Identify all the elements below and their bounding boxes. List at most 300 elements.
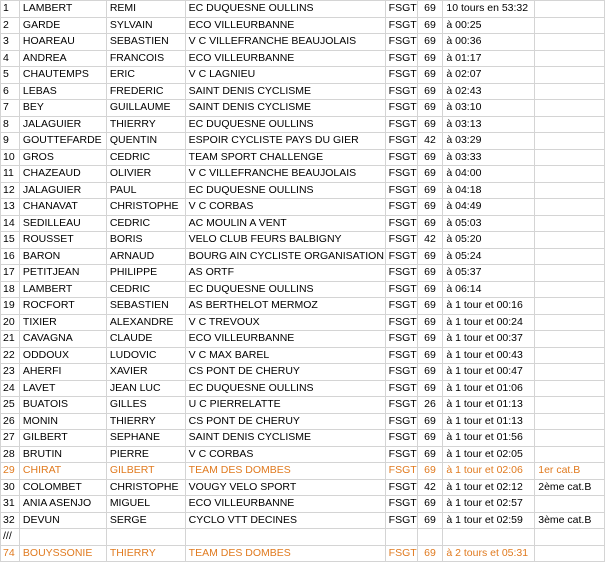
last-name-cell[interactable]: PETITJEAN (19, 265, 106, 282)
last-name-cell[interactable]: ODDOUX (19, 347, 106, 364)
club-cell[interactable]: EC DUQUESNE OULLINS (185, 182, 385, 199)
club-cell[interactable]: AS ORTF (185, 265, 385, 282)
category-note-cell[interactable] (535, 496, 605, 513)
department-cell[interactable]: 69 (417, 67, 443, 84)
first-name-cell[interactable]: GILLES (106, 397, 185, 414)
federation-cell[interactable]: FSGT (385, 248, 417, 265)
federation-cell[interactable]: FSGT (385, 331, 417, 348)
rank-cell[interactable]: /// (1, 529, 20, 546)
table-row (1, 133, 605, 150)
department-cell[interactable]: 69 (417, 364, 443, 381)
club-cell[interactable]: ECO VILLEURBANNE (185, 331, 385, 348)
federation-cell[interactable]: FSGT (385, 17, 417, 34)
table-row (1, 430, 605, 447)
rank-cell[interactable]: 18 (1, 281, 20, 298)
category-note-cell[interactable] (535, 347, 605, 364)
first-name-cell[interactable]: JEAN LUC (106, 380, 185, 397)
table-row (1, 182, 605, 199)
first-name-cell[interactable]: MIGUEL (106, 496, 185, 513)
gap-cell[interactable]: à 05:03 (443, 215, 535, 232)
gap-cell[interactable]: à 06:14 (443, 281, 535, 298)
first-name-cell[interactable]: REMI (106, 1, 185, 18)
table-row (1, 331, 605, 348)
rank-cell[interactable]: 2 (1, 17, 20, 34)
first-name-cell[interactable]: GILBERT (106, 463, 185, 480)
club-cell[interactable]: SAINT DENIS CYCLISME (185, 100, 385, 117)
department-cell[interactable]: 69 (417, 413, 443, 430)
gap-cell[interactable]: à 00:25 (443, 17, 535, 34)
last-name-cell[interactable]: ROCFORT (19, 298, 106, 315)
federation-cell[interactable]: FSGT (385, 149, 417, 166)
club-cell[interactable]: AS BERTHELOT MERMOZ (185, 298, 385, 315)
department-cell[interactable]: 69 (417, 199, 443, 216)
club-cell[interactable]: SAINT DENIS CYCLISME (185, 83, 385, 100)
first-name-cell[interactable]: CHRISTOPHE (106, 199, 185, 216)
last-name-cell[interactable]: CHANAVAT (19, 199, 106, 216)
last-name-cell[interactable]: BUATOIS (19, 397, 106, 414)
category-note-cell[interactable] (535, 1, 605, 18)
category-note-cell[interactable] (535, 182, 605, 199)
club-cell[interactable] (185, 529, 385, 546)
table-row (1, 17, 605, 34)
category-note-cell[interactable] (535, 100, 605, 117)
rank-cell[interactable]: 7 (1, 100, 20, 117)
category-note-cell[interactable]: 2ème cat.B (535, 479, 605, 496)
rank-cell[interactable]: 24 (1, 380, 20, 397)
last-name-cell[interactable]: LAVET (19, 380, 106, 397)
first-name-cell[interactable] (106, 529, 185, 546)
last-name-cell[interactable]: LEBAS (19, 83, 106, 100)
table-row (1, 1, 605, 18)
club-cell[interactable]: ECO VILLEURBANNE (185, 496, 385, 513)
first-name-cell[interactable]: ALEXANDRE (106, 314, 185, 331)
category-note-cell[interactable] (535, 331, 605, 348)
department-cell[interactable]: 69 (417, 166, 443, 183)
federation-cell[interactable]: FSGT (385, 298, 417, 315)
table-row (1, 199, 605, 216)
federation-cell[interactable]: FSGT (385, 347, 417, 364)
rank-cell[interactable]: 20 (1, 314, 20, 331)
table-row (1, 397, 605, 414)
gap-cell[interactable]: à 1 tour et 00:24 (443, 314, 535, 331)
gap-cell[interactable]: à 1 tour et 00:47 (443, 364, 535, 381)
last-name-cell[interactable]: BOUYSSONIE (19, 545, 106, 562)
department-cell[interactable]: 69 (417, 430, 443, 447)
category-note-cell[interactable] (535, 133, 605, 150)
table-row (1, 34, 605, 51)
department-cell[interactable]: 69 (417, 50, 443, 67)
federation-cell[interactable]: FSGT (385, 380, 417, 397)
category-note-cell[interactable] (535, 446, 605, 463)
last-name-cell[interactable]: JALAGUIER (19, 182, 106, 199)
category-note-cell[interactable] (535, 17, 605, 34)
first-name-cell[interactable]: PHILIPPE (106, 265, 185, 282)
first-name-cell[interactable]: SEBASTIEN (106, 34, 185, 51)
rank-cell[interactable]: 28 (1, 446, 20, 463)
club-cell[interactable]: EC DUQUESNE OULLINS (185, 380, 385, 397)
table-row (1, 380, 605, 397)
category-note-cell[interactable] (535, 364, 605, 381)
department-cell[interactable]: 69 (417, 496, 443, 513)
rank-cell[interactable]: 21 (1, 331, 20, 348)
rank-cell[interactable]: 27 (1, 430, 20, 447)
gap-cell[interactable] (443, 529, 535, 546)
club-cell[interactable]: U C PIERRELATTE (185, 397, 385, 414)
last-name-cell[interactable]: LAMBERT (19, 1, 106, 18)
last-name-cell[interactable]: TIXIER (19, 314, 106, 331)
rank-cell[interactable]: 74 (1, 545, 20, 562)
first-name-cell[interactable]: PIERRE (106, 446, 185, 463)
first-name-cell[interactable]: BORIS (106, 232, 185, 249)
federation-cell[interactable]: FSGT (385, 100, 417, 117)
gap-cell[interactable]: à 1 tour et 02:12 (443, 479, 535, 496)
first-name-cell[interactable]: LUDOVIC (106, 347, 185, 364)
first-name-cell[interactable]: OLIVIER (106, 166, 185, 183)
rank-cell[interactable]: 26 (1, 413, 20, 430)
rank-cell[interactable]: 10 (1, 149, 20, 166)
category-note-cell[interactable]: 3ème cat.B (535, 512, 605, 529)
club-cell[interactable]: TEAM DES DOMBES (185, 463, 385, 480)
department-cell[interactable]: 69 (417, 446, 443, 463)
category-note-cell[interactable] (535, 248, 605, 265)
department-cell[interactable]: 69 (417, 17, 443, 34)
club-cell[interactable]: EC DUQUESNE OULLINS (185, 1, 385, 18)
gap-cell[interactable]: à 1 tour et 00:37 (443, 331, 535, 348)
federation-cell[interactable]: FSGT (385, 512, 417, 529)
gap-cell[interactable]: à 01:17 (443, 50, 535, 67)
last-name-cell[interactable]: COLOMBET (19, 479, 106, 496)
department-cell[interactable]: 69 (417, 248, 443, 265)
department-cell[interactable]: 69 (417, 314, 443, 331)
gap-cell[interactable]: à 1 tour et 01:56 (443, 430, 535, 447)
club-cell[interactable]: CS PONT DE CHERUY (185, 413, 385, 430)
first-name-cell[interactable]: SERGE (106, 512, 185, 529)
gap-cell[interactable]: à 04:18 (443, 182, 535, 199)
category-note-cell[interactable] (535, 34, 605, 51)
gap-cell[interactable]: à 1 tour et 02:06 (443, 463, 535, 480)
first-name-cell[interactable]: CEDRIC (106, 281, 185, 298)
gap-cell[interactable]: à 02:07 (443, 67, 535, 84)
first-name-cell[interactable]: PAUL (106, 182, 185, 199)
rank-cell[interactable]: 6 (1, 83, 20, 100)
category-note-cell[interactable] (535, 397, 605, 414)
department-cell[interactable]: 69 (417, 281, 443, 298)
table-row (1, 100, 605, 117)
department-cell[interactable]: 69 (417, 298, 443, 315)
category-note-cell[interactable] (535, 281, 605, 298)
department-cell[interactable]: 69 (417, 34, 443, 51)
rank-cell[interactable]: 4 (1, 50, 20, 67)
club-cell[interactable]: ESPOIR CYCLISTE PAYS DU GIER (185, 133, 385, 150)
gap-cell[interactable]: à 1 tour et 01:13 (443, 413, 535, 430)
category-note-cell[interactable] (535, 298, 605, 315)
gap-cell[interactable]: à 1 tour et 01:13 (443, 397, 535, 414)
first-name-cell[interactable]: QUENTIN (106, 133, 185, 150)
table-row (1, 248, 605, 265)
rank-cell[interactable]: 5 (1, 67, 20, 84)
department-cell[interactable]: 69 (417, 215, 443, 232)
first-name-cell[interactable]: SEBASTIEN (106, 298, 185, 315)
category-note-cell[interactable] (535, 67, 605, 84)
club-cell[interactable]: ECO VILLEURBANNE (185, 50, 385, 67)
category-note-cell[interactable] (535, 215, 605, 232)
federation-cell[interactable]: FSGT (385, 199, 417, 216)
department-cell[interactable] (417, 529, 443, 546)
table-row (1, 314, 605, 331)
category-note-cell[interactable] (535, 116, 605, 133)
table-row (1, 463, 605, 480)
federation-cell[interactable]: FSGT (385, 182, 417, 199)
department-cell[interactable]: 69 (417, 100, 443, 117)
federation-cell[interactable]: FSGT (385, 545, 417, 562)
rank-cell[interactable]: 1 (1, 1, 20, 18)
rank-cell[interactable]: 29 (1, 463, 20, 480)
last-name-cell[interactable]: BRUTIN (19, 446, 106, 463)
table-row (1, 413, 605, 430)
last-name-cell[interactable]: SEDILLEAU (19, 215, 106, 232)
club-cell[interactable]: CYCLO VTT DECINES (185, 512, 385, 529)
last-name-cell[interactable]: JALAGUIER (19, 116, 106, 133)
club-cell[interactable]: V C MAX BAREL (185, 347, 385, 364)
last-name-cell[interactable]: BEY (19, 100, 106, 117)
rank-cell[interactable]: 16 (1, 248, 20, 265)
federation-cell[interactable]: FSGT (385, 166, 417, 183)
federation-cell[interactable]: FSGT (385, 364, 417, 381)
rank-cell[interactable]: 30 (1, 479, 20, 496)
gap-cell[interactable]: à 03:13 (443, 116, 535, 133)
department-cell[interactable]: 42 (417, 232, 443, 249)
rank-cell[interactable]: 11 (1, 166, 20, 183)
club-cell[interactable]: V C CORBAS (185, 446, 385, 463)
federation-cell[interactable]: FSGT (385, 133, 417, 150)
gap-cell[interactable]: à 1 tour et 02:57 (443, 496, 535, 513)
club-cell[interactable]: BOURG AIN CYCLISTE ORGANISATION (185, 248, 385, 265)
gap-cell[interactable]: à 02:43 (443, 83, 535, 100)
federation-cell[interactable]: FSGT (385, 463, 417, 480)
rank-cell[interactable]: 22 (1, 347, 20, 364)
department-cell[interactable]: 69 (417, 347, 443, 364)
club-cell[interactable]: V C VILLEFRANCHE BEAUJOLAIS (185, 34, 385, 51)
gap-cell[interactable]: à 03:33 (443, 149, 535, 166)
last-name-cell[interactable]: LAMBERT (19, 281, 106, 298)
department-cell[interactable]: 69 (417, 463, 443, 480)
club-cell[interactable]: AC MOULIN A VENT (185, 215, 385, 232)
gap-cell[interactable]: 10 tours en 53:32 (443, 1, 535, 18)
federation-cell[interactable]: FSGT (385, 281, 417, 298)
last-name-cell[interactable]: CHIRAT (19, 463, 106, 480)
first-name-cell[interactable]: THIERRY (106, 116, 185, 133)
federation-cell[interactable] (385, 529, 417, 546)
last-name-cell[interactable]: ANDREA (19, 50, 106, 67)
gap-cell[interactable]: à 03:10 (443, 100, 535, 117)
federation-cell[interactable]: FSGT (385, 83, 417, 100)
last-name-cell[interactable]: CHAZEAUD (19, 166, 106, 183)
rank-cell[interactable]: 3 (1, 34, 20, 51)
first-name-cell[interactable]: FRANCOIS (106, 50, 185, 67)
federation-cell[interactable]: FSGT (385, 265, 417, 282)
federation-cell[interactable]: FSGT (385, 413, 417, 430)
gap-cell[interactable]: à 1 tour et 02:05 (443, 446, 535, 463)
table-row (1, 545, 605, 562)
federation-cell[interactable]: FSGT (385, 397, 417, 414)
gap-cell[interactable]: à 2 tours et 05:31 (443, 545, 535, 562)
department-cell[interactable]: 69 (417, 512, 443, 529)
rank-cell[interactable]: 13 (1, 199, 20, 216)
table-row (1, 166, 605, 183)
club-cell[interactable]: TEAM SPORT CHALLENGE (185, 149, 385, 166)
category-note-cell[interactable] (535, 545, 605, 562)
department-cell[interactable]: 69 (417, 116, 443, 133)
first-name-cell[interactable]: SEPHANE (106, 430, 185, 447)
club-cell[interactable]: VELO CLUB FEURS BALBIGNY (185, 232, 385, 249)
club-cell[interactable]: V C TREVOUX (185, 314, 385, 331)
first-name-cell[interactable]: XAVIER (106, 364, 185, 381)
department-cell[interactable]: 69 (417, 380, 443, 397)
category-note-cell[interactable] (535, 265, 605, 282)
federation-cell[interactable]: FSGT (385, 314, 417, 331)
category-note-cell[interactable] (535, 50, 605, 67)
last-name-cell[interactable]: AHERFI (19, 364, 106, 381)
federation-cell[interactable]: FSGT (385, 50, 417, 67)
club-cell[interactable]: V C VILLEFRANCHE BEAUJOLAIS (185, 166, 385, 183)
club-cell[interactable]: V C LAGNIEU (185, 67, 385, 84)
rank-cell[interactable]: 31 (1, 496, 20, 513)
last-name-cell[interactable] (19, 529, 106, 546)
gap-cell[interactable]: à 1 tour et 02:59 (443, 512, 535, 529)
rank-cell[interactable]: 14 (1, 215, 20, 232)
rank-cell[interactable]: 12 (1, 182, 20, 199)
category-note-cell[interactable] (535, 83, 605, 100)
gap-cell[interactable]: à 04:49 (443, 199, 535, 216)
department-cell[interactable]: 69 (417, 83, 443, 100)
rank-cell[interactable]: 8 (1, 116, 20, 133)
table-row (1, 446, 605, 463)
results-rows (1, 1, 605, 562)
category-note-cell[interactable] (535, 199, 605, 216)
first-name-cell[interactable]: CHRISTOPHE (106, 479, 185, 496)
first-name-cell[interactable]: THIERRY (106, 413, 185, 430)
rank-cell[interactable]: 17 (1, 265, 20, 282)
first-name-cell[interactable]: ARNAUD (106, 248, 185, 265)
club-cell[interactable]: V C CORBAS (185, 199, 385, 216)
table-row (1, 347, 605, 364)
category-note-cell[interactable] (535, 149, 605, 166)
gap-cell[interactable]: à 05:24 (443, 248, 535, 265)
club-cell[interactable]: EC DUQUESNE OULLINS (185, 281, 385, 298)
rank-cell[interactable]: 15 (1, 232, 20, 249)
category-note-cell[interactable] (535, 430, 605, 447)
category-note-cell[interactable] (535, 413, 605, 430)
federation-cell[interactable]: FSGT (385, 479, 417, 496)
last-name-cell[interactable]: GROS (19, 149, 106, 166)
category-note-cell[interactable] (535, 166, 605, 183)
category-note-cell[interactable] (535, 529, 605, 546)
gap-cell[interactable]: à 04:00 (443, 166, 535, 183)
last-name-cell[interactable]: MONIN (19, 413, 106, 430)
club-cell[interactable]: TEAM DES DOMBES (185, 545, 385, 562)
department-cell[interactable]: 69 (417, 182, 443, 199)
rank-cell[interactable]: 23 (1, 364, 20, 381)
last-name-cell[interactable]: ANIA ASENJO (19, 496, 106, 513)
last-name-cell[interactable]: GARDE (19, 17, 106, 34)
last-name-cell[interactable]: ROUSSET (19, 232, 106, 249)
federation-cell[interactable]: FSGT (385, 496, 417, 513)
last-name-cell[interactable]: CHAUTEMPS (19, 67, 106, 84)
rank-cell[interactable]: 19 (1, 298, 20, 315)
category-note-cell[interactable] (535, 380, 605, 397)
rank-cell[interactable]: 32 (1, 512, 20, 529)
first-name-cell[interactable]: FREDERIC (106, 83, 185, 100)
table-row (1, 149, 605, 166)
club-cell[interactable]: ECO VILLEURBANNE (185, 17, 385, 34)
gap-cell[interactable]: à 00:36 (443, 34, 535, 51)
federation-cell[interactable]: FSGT (385, 446, 417, 463)
gap-cell[interactable]: à 05:37 (443, 265, 535, 282)
department-cell[interactable]: 69 (417, 1, 443, 18)
table-row (1, 67, 605, 84)
table-row (1, 298, 605, 315)
gap-cell[interactable]: à 1 tour et 01:06 (443, 380, 535, 397)
gap-cell[interactable]: à 1 tour et 00:16 (443, 298, 535, 315)
gap-cell[interactable]: à 03:29 (443, 133, 535, 150)
rank-cell[interactable]: 25 (1, 397, 20, 414)
table-row (1, 232, 605, 249)
last-name-cell[interactable]: GILBERT (19, 430, 106, 447)
last-name-cell[interactable]: GOUTTEFARDE (19, 133, 106, 150)
department-cell[interactable]: 69 (417, 149, 443, 166)
department-cell[interactable]: 42 (417, 479, 443, 496)
club-cell[interactable]: CS PONT DE CHERUY (185, 364, 385, 381)
federation-cell[interactable]: FSGT (385, 34, 417, 51)
department-cell[interactable]: 42 (417, 133, 443, 150)
last-name-cell[interactable]: CAVAGNA (19, 331, 106, 348)
club-cell[interactable]: EC DUQUESNE OULLINS (185, 116, 385, 133)
last-name-cell[interactable]: HOAREAU (19, 34, 106, 51)
department-cell[interactable]: 69 (417, 331, 443, 348)
federation-cell[interactable]: FSGT (385, 116, 417, 133)
first-name-cell[interactable]: CLAUDE (106, 331, 185, 348)
gap-cell[interactable]: à 05:20 (443, 232, 535, 249)
department-cell[interactable]: 69 (417, 545, 443, 562)
department-cell[interactable]: 69 (417, 265, 443, 282)
gap-cell[interactable]: à 1 tour et 00:43 (443, 347, 535, 364)
first-name-cell[interactable]: ERIC (106, 67, 185, 84)
first-name-cell[interactable]: CEDRIC (106, 215, 185, 232)
table-row (1, 83, 605, 100)
last-name-cell[interactable]: DEVUN (19, 512, 106, 529)
last-name-cell[interactable]: BARON (19, 248, 106, 265)
federation-cell[interactable]: FSGT (385, 430, 417, 447)
first-name-cell[interactable]: THIERRY (106, 545, 185, 562)
first-name-cell[interactable]: CEDRIC (106, 149, 185, 166)
department-cell[interactable]: 26 (417, 397, 443, 414)
rank-cell[interactable]: 9 (1, 133, 20, 150)
federation-cell[interactable]: FSGT (385, 67, 417, 84)
table-row (1, 281, 605, 298)
table-row (1, 496, 605, 513)
first-name-cell[interactable]: GUILLAUME (106, 100, 185, 117)
club-cell[interactable]: SAINT DENIS CYCLISME (185, 430, 385, 447)
category-note-cell[interactable]: 1er cat.B (535, 463, 605, 480)
category-note-cell[interactable] (535, 232, 605, 249)
table-row (1, 364, 605, 381)
first-name-cell[interactable]: SYLVAIN (106, 17, 185, 34)
category-note-cell[interactable] (535, 314, 605, 331)
federation-cell[interactable]: FSGT (385, 1, 417, 18)
federation-cell[interactable]: FSGT (385, 215, 417, 232)
club-cell[interactable]: VOUGY VELO SPORT (185, 479, 385, 496)
federation-cell[interactable]: FSGT (385, 232, 417, 249)
